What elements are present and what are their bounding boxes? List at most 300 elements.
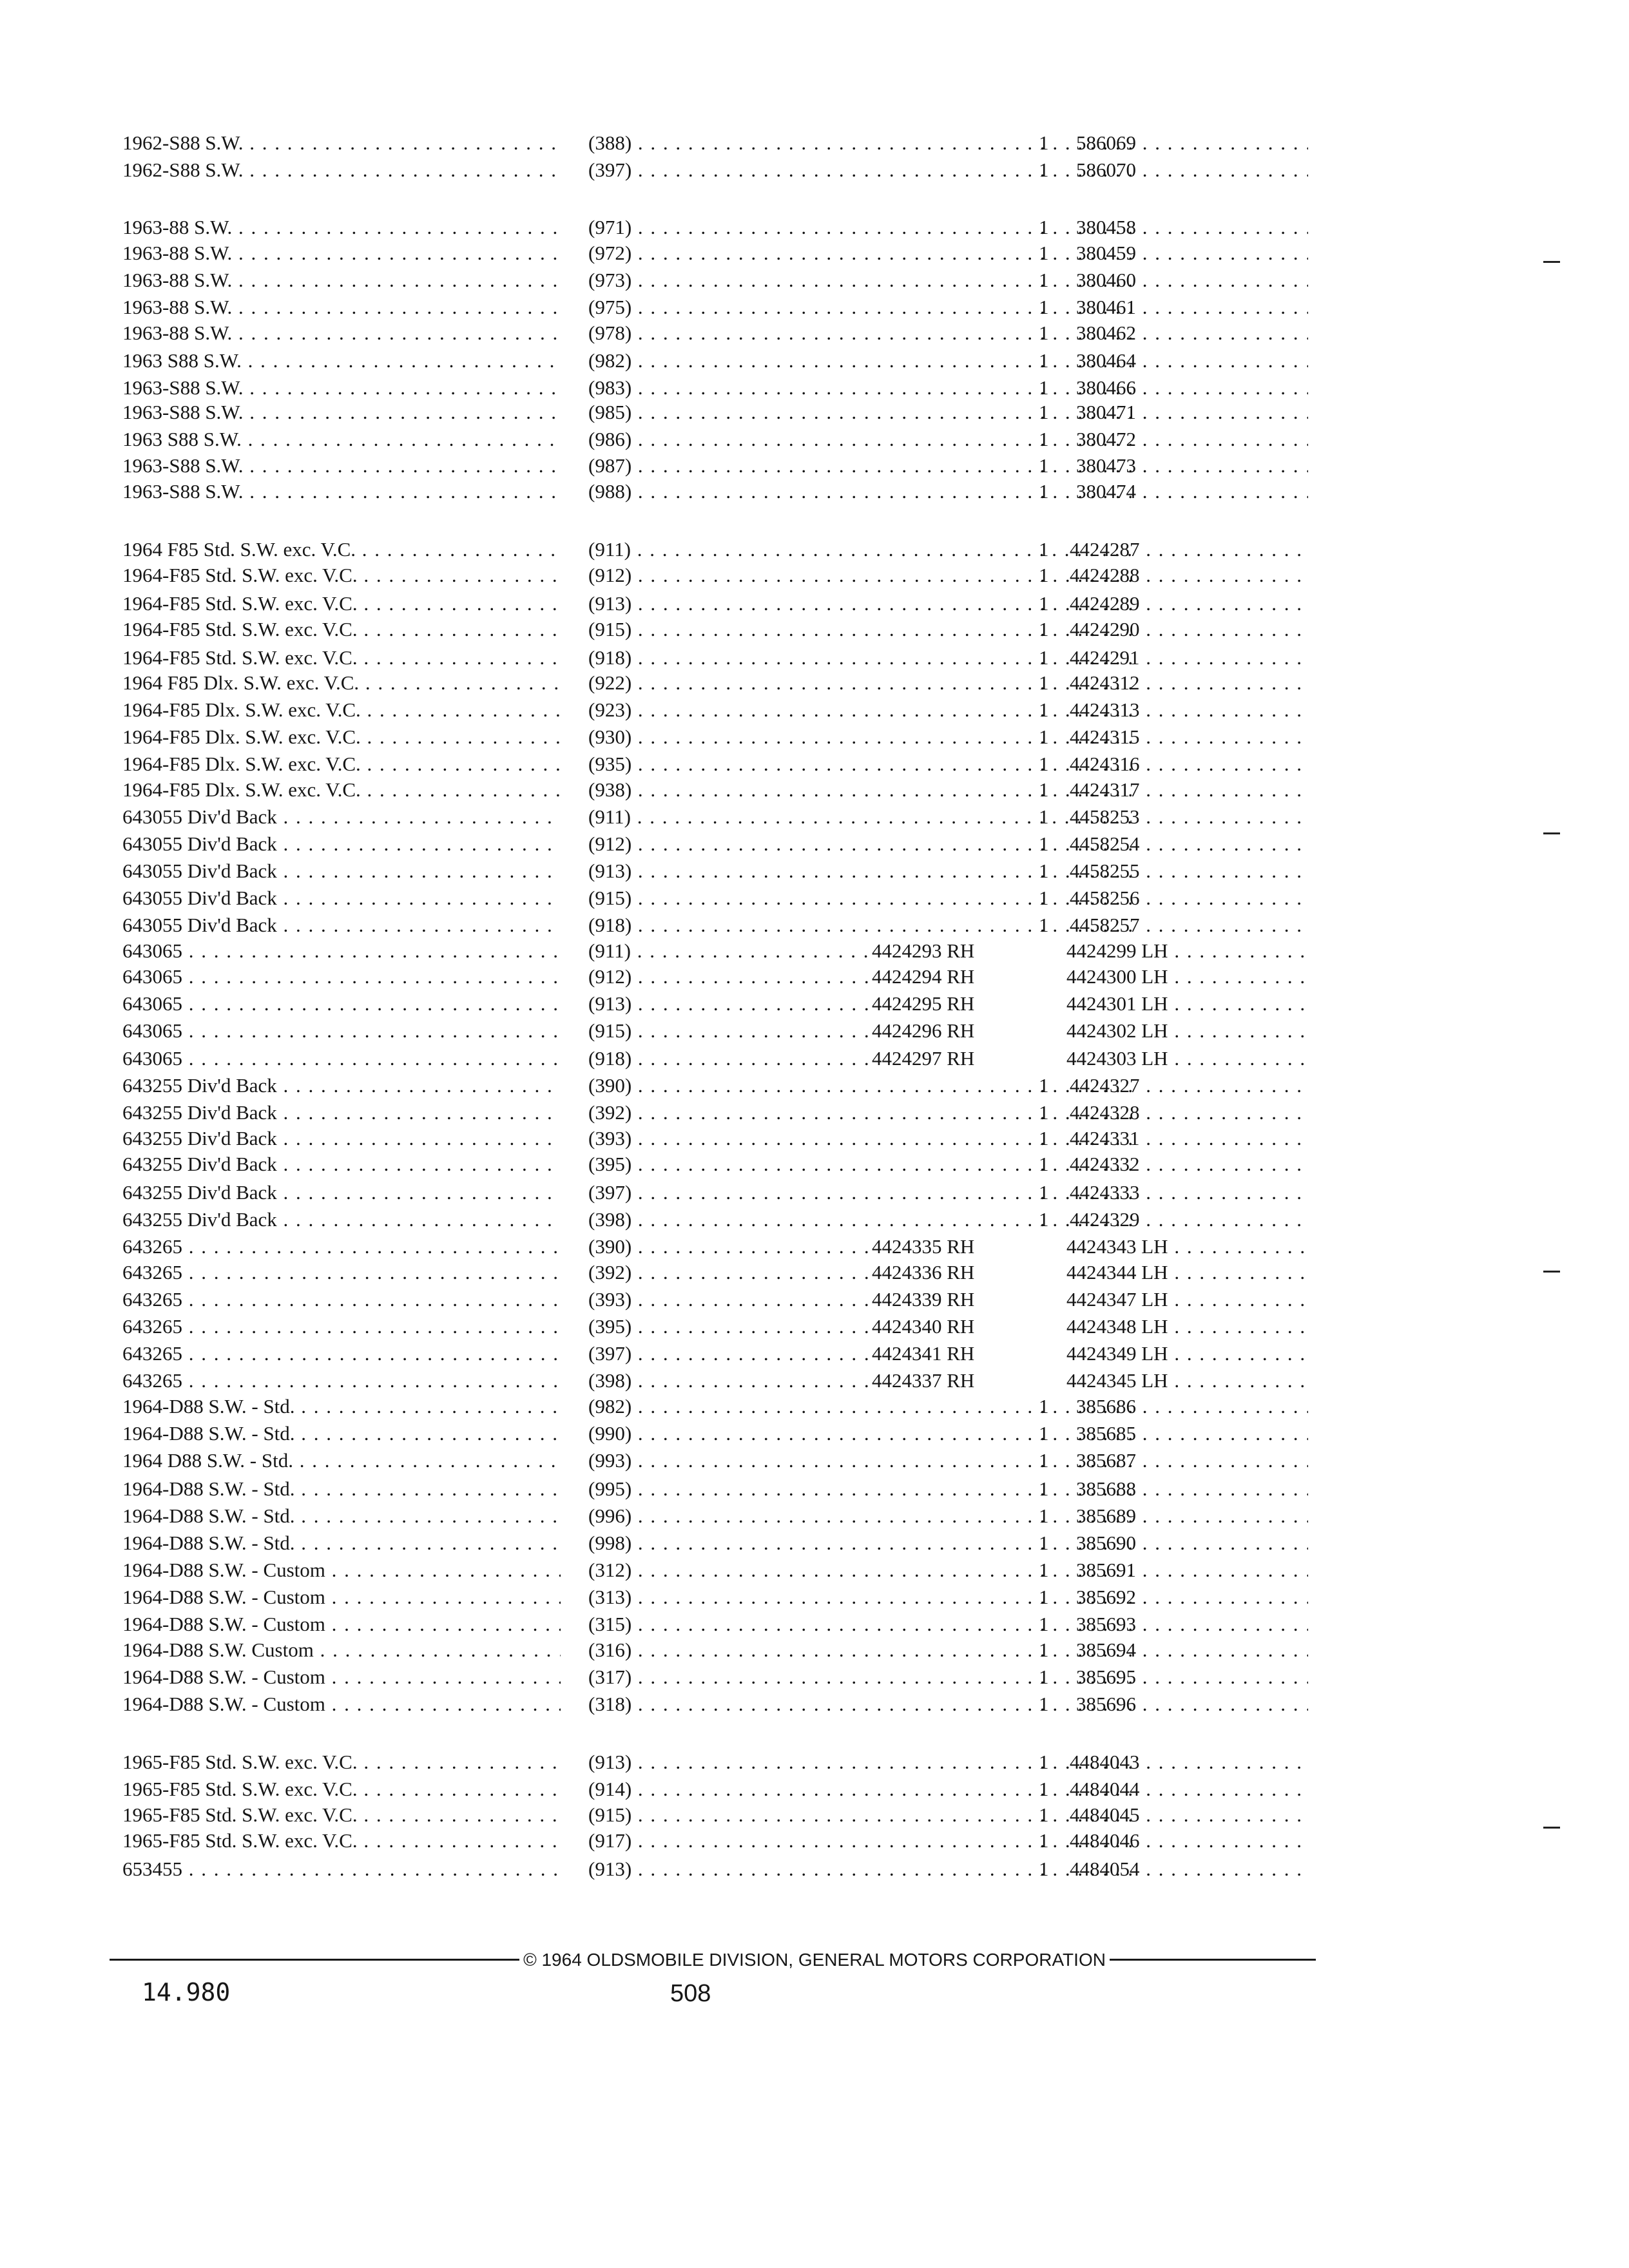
page-number: 508 — [670, 1980, 711, 2007]
quantity-cell: 1 — [1039, 564, 1049, 586]
table-row — [122, 1856, 1315, 1882]
code-cell: (398) . . . — [588, 1368, 872, 1394]
part-number-cell: 4424332 . . . — [1070, 1151, 1308, 1177]
model-cell: 643055 Div'd Back . . . — [122, 804, 561, 830]
code-cell: (913) . . . — [588, 858, 1136, 884]
table-row — [122, 1394, 1315, 1419]
table-row — [122, 1100, 1315, 1126]
rh-part-cell: 4424335 RH — [872, 1235, 975, 1258]
part-number-cell: 380466 . . . — [1076, 375, 1308, 401]
table-row — [122, 1476, 1315, 1502]
part-number-cell: 380459 . . . — [1076, 240, 1308, 266]
code-cell: (390) . . . — [588, 1073, 1136, 1099]
model-cell: 1963-88 S.W. . . . — [122, 294, 561, 320]
table-row — [122, 294, 1315, 320]
quantity-cell: 1 — [1039, 1559, 1049, 1581]
model-cell: 1965-F85 Std. S.W. exc. V.C. . . . — [122, 1776, 561, 1802]
quantity-cell: 1 — [1039, 1449, 1049, 1472]
table-row — [122, 1126, 1315, 1151]
table-row — [122, 1503, 1315, 1529]
table-row — [122, 1046, 1315, 1072]
code-cell: (982) . . . — [588, 348, 1136, 374]
quantity-cell: 1 — [1039, 296, 1049, 318]
quantity-cell: 1 — [1039, 887, 1049, 909]
part-number-cell: 380473 . . . — [1076, 453, 1308, 479]
part-number-cell: 385690 . . . — [1076, 1530, 1308, 1556]
table-row — [122, 1664, 1315, 1690]
model-cell: 1963-88 S.W. . . . — [122, 320, 561, 346]
quantity-cell: 1 — [1039, 832, 1049, 855]
quantity-cell: 1 — [1039, 914, 1049, 936]
code-cell: (922) . . . — [588, 670, 1136, 696]
code-cell: (995) . . . — [588, 1476, 1136, 1502]
model-cell: 1963 S88 S.W. . . . — [122, 348, 561, 374]
model-cell: 1964-D88 S.W. - Custom . . . — [122, 1584, 561, 1610]
part-number-cell: 4484043 . . . — [1070, 1749, 1308, 1775]
quantity-cell: 1 — [1039, 349, 1049, 372]
quantity-cell: 1 — [1039, 778, 1049, 801]
table-row — [122, 938, 1315, 964]
quantity-cell: 1 — [1039, 1504, 1049, 1527]
part-number-cell: 4424303 LH . . . — [1066, 1046, 1308, 1072]
quantity-cell: 1 — [1039, 1693, 1049, 1715]
table-row — [122, 215, 1315, 240]
code-cell: (986) . . . — [588, 427, 1136, 452]
quantity-cell: 1 — [1039, 1208, 1049, 1231]
code-cell: (393) . . . — [588, 1287, 872, 1312]
part-number-cell: 380474 . . . — [1076, 479, 1308, 505]
model-cell: 1964-D88 S.W. - Custom . . . — [122, 1664, 561, 1690]
quantity-cell: 1 — [1039, 1101, 1049, 1124]
table-row — [122, 427, 1315, 452]
part-number-cell: 385685 . . . — [1076, 1421, 1308, 1446]
part-number-cell: 4424327 . . . — [1070, 1073, 1308, 1099]
part-number-cell: 380471 . . . — [1076, 399, 1308, 425]
table-row — [122, 562, 1315, 588]
table-row — [122, 1207, 1315, 1233]
code-cell: (923) . . . — [588, 697, 1136, 723]
code-cell: (993) . . . — [588, 1448, 1136, 1474]
part-number-cell: 586069 . . . — [1076, 130, 1308, 156]
rh-part-cell: 4424293 RH — [872, 939, 975, 962]
code-cell: (930) . . . — [588, 724, 1136, 750]
model-cell: 1964-D88 S.W. - Custom . . . — [122, 1557, 561, 1583]
model-cell: 1965-F85 Std. S.W. exc. V.C. . . . — [122, 1802, 561, 1828]
table-row — [122, 1368, 1315, 1394]
model-cell: 643265 . . . — [122, 1287, 561, 1312]
part-number-cell: 385692 . . . — [1076, 1584, 1308, 1610]
model-cell: 1964-D88 S.W. - Std. . . . — [122, 1530, 561, 1556]
table-row — [122, 991, 1315, 1017]
quantity-cell: 1 — [1039, 269, 1049, 291]
model-cell: 643255 Div'd Back . . . — [122, 1180, 561, 1206]
quantity-cell: 1 — [1039, 1532, 1049, 1554]
model-cell: 643255 Div'd Back . . . — [122, 1126, 561, 1151]
part-number-cell: 4424300 LH . . . — [1066, 964, 1308, 990]
quantity-cell: 1 — [1039, 159, 1049, 181]
table-row — [122, 1180, 1315, 1206]
model-cell: 1963-S88 S.W. . . . — [122, 375, 561, 401]
model-cell: 1963-88 S.W. . . . — [122, 215, 561, 240]
code-cell: (973) . . . — [588, 267, 1136, 293]
table-row — [122, 240, 1315, 266]
model-cell: 1964 F85 Std. S.W. exc. V.C. . . . — [122, 537, 561, 562]
quantity-cell: 1 — [1039, 1639, 1049, 1661]
model-cell: 1964-D88 S.W. - Custom . . . — [122, 1611, 561, 1637]
code-cell: (918) . . . — [588, 645, 1136, 671]
code-cell: (911) . . . — [588, 537, 1136, 562]
part-number-cell: 4424299 LH . . . — [1066, 938, 1308, 964]
quantity-cell: 1 — [1039, 646, 1049, 669]
table-row — [122, 320, 1315, 346]
part-number-cell: 380462 . . . — [1076, 320, 1308, 346]
table-row — [122, 617, 1315, 642]
table-row — [122, 645, 1315, 671]
table-row — [122, 670, 1315, 696]
quantity-cell: 1 — [1039, 1127, 1049, 1149]
code-cell: (915) . . . — [588, 617, 1136, 642]
model-cell: 1965-F85 Std. S.W. exc. V.C. . . . — [122, 1828, 561, 1854]
code-cell: (393) . . . — [588, 1126, 1136, 1151]
quantity-cell: 1 — [1039, 1803, 1049, 1826]
model-cell: 1964-F85 Std. S.W. exc. V.C. . . . — [122, 591, 561, 617]
table-row — [122, 591, 1315, 617]
code-cell: (395) . . . — [588, 1314, 872, 1340]
model-cell: 1964-D88 S.W. Custom . . . — [122, 1637, 561, 1663]
code-cell: (397) . . . — [588, 1180, 1136, 1206]
model-cell: 1963-88 S.W. . . . — [122, 267, 561, 293]
code-cell: (912) . . . — [588, 964, 872, 990]
model-cell: 1964-D88 S.W. - Std. . . . — [122, 1503, 561, 1529]
table-row — [122, 964, 1315, 990]
model-cell: 643065 . . . — [122, 991, 561, 1017]
model-cell: 643265 . . . — [122, 1260, 561, 1285]
part-number-cell: 4458254 . . . — [1070, 831, 1308, 857]
part-number-cell: 380464 . . . — [1076, 348, 1308, 374]
part-number-cell: 4424347 LH . . . — [1066, 1287, 1308, 1312]
table-row — [122, 375, 1315, 401]
table-row — [122, 267, 1315, 293]
code-cell: (915) . . . — [588, 1018, 872, 1044]
rh-part-cell: 4424297 RH — [872, 1047, 975, 1070]
code-cell: (913) . . . — [588, 991, 872, 1017]
model-cell: 643055 Div'd Back . . . — [122, 858, 561, 884]
table-row — [122, 1448, 1315, 1474]
quantity-cell: 1 — [1039, 860, 1049, 882]
margin-mark — [1543, 1271, 1560, 1273]
table-row — [122, 479, 1315, 505]
model-cell: 643265 . . . — [122, 1234, 561, 1260]
code-cell: (913) . . . — [588, 591, 1136, 617]
code-cell: (912) . . . — [588, 562, 1136, 588]
table-row — [122, 1287, 1315, 1312]
quantity-cell: 1 — [1039, 131, 1049, 154]
table-row — [122, 885, 1315, 911]
code-cell: (318) . . . — [588, 1691, 1136, 1717]
code-cell: (390) . . . — [588, 1234, 872, 1260]
quantity-cell: 1 — [1039, 805, 1049, 828]
quantity-cell: 1 — [1039, 401, 1049, 423]
model-cell: 1965-F85 Std. S.W. exc. V.C. . . . — [122, 1749, 561, 1775]
table-row — [122, 1776, 1315, 1802]
part-number-cell: 4458255 . . . — [1070, 858, 1308, 884]
code-cell: (392) . . . — [588, 1260, 872, 1285]
part-number-cell: 380461 . . . — [1076, 294, 1308, 320]
code-cell: (315) . . . — [588, 1611, 1136, 1637]
table-row — [122, 724, 1315, 750]
quantity-cell: 1 — [1039, 618, 1049, 640]
quantity-cell: 1 — [1039, 1477, 1049, 1500]
model-cell: 1963-S88 S.W. . . . — [122, 453, 561, 479]
quantity-cell: 1 — [1039, 1666, 1049, 1688]
table-row — [122, 1828, 1315, 1854]
part-number-cell: 4424302 LH . . . — [1066, 1018, 1308, 1044]
code-cell: (998) . . . — [588, 1530, 1136, 1556]
table-row — [122, 1611, 1315, 1637]
rh-part-cell: 4424294 RH — [872, 965, 975, 988]
part-number-cell: 4484044 . . . — [1070, 1776, 1308, 1802]
table-row — [122, 1691, 1315, 1717]
table-row — [122, 157, 1315, 183]
part-number-cell: 4424290 . . . — [1070, 617, 1308, 642]
model-cell: 1963 S88 S.W. . . . — [122, 427, 561, 452]
model-cell: 1964 D88 S.W. - Std. . . . — [122, 1448, 561, 1474]
quantity-cell: 1 — [1039, 726, 1049, 748]
part-number-cell: 4424315 . . . — [1070, 724, 1308, 750]
part-number-cell: 385691 . . . — [1076, 1557, 1308, 1583]
model-cell: 1964-F85 Std. S.W. exc. V.C. . . . — [122, 562, 561, 588]
part-number-cell: 4458256 . . . — [1070, 885, 1308, 911]
part-number-cell: 4424289 . . . — [1070, 591, 1308, 617]
margin-mark — [1543, 832, 1560, 834]
model-cell: 1964-F85 Dlx. S.W. exc. V.C. . . . — [122, 751, 561, 777]
part-number-cell: 4424329 . . . — [1070, 1207, 1308, 1233]
model-cell: 643255 Div'd Back . . . — [122, 1207, 561, 1233]
model-cell: 1964-D88 S.W. - Std. . . . — [122, 1394, 561, 1419]
part-number-cell: 4424312 . . . — [1070, 670, 1308, 696]
part-number-cell: 385688 . . . — [1076, 1476, 1308, 1502]
table-row — [122, 1584, 1315, 1610]
code-cell: (971) . . . — [588, 215, 1136, 240]
table-row — [122, 130, 1315, 156]
table-row — [122, 777, 1315, 803]
code-cell: (392) . . . — [588, 1100, 1136, 1126]
code-cell: (988) . . . — [588, 479, 1136, 505]
model-cell: 1963-88 S.W. . . . — [122, 240, 561, 266]
model-cell: 643065 . . . — [122, 1018, 561, 1044]
rh-part-cell: 4424296 RH — [872, 1019, 975, 1042]
code-cell: (911) . . . — [588, 804, 1136, 830]
table-row — [122, 1234, 1315, 1260]
table-row — [122, 831, 1315, 857]
quantity-cell: 1 — [1039, 454, 1049, 477]
code-cell: (917) . . . — [588, 1828, 1136, 1854]
table-row — [122, 1421, 1315, 1446]
model-cell: 1963-S88 S.W. . . . — [122, 479, 561, 505]
code-cell: (918) . . . — [588, 912, 1136, 938]
model-cell: 643255 Div'd Back . . . — [122, 1100, 561, 1126]
margin-mark — [1543, 1827, 1560, 1829]
part-number-cell: 586070 . . . — [1076, 157, 1308, 183]
margin-mark — [1543, 261, 1560, 263]
code-cell: (938) . . . — [588, 777, 1136, 803]
quantity-cell: 1 — [1039, 1751, 1049, 1773]
code-cell: (990) . . . — [588, 1421, 1136, 1446]
model-cell: 643255 Div'd Back . . . — [122, 1073, 561, 1099]
table-row — [122, 1802, 1315, 1828]
code-cell: (918) . . . — [588, 1046, 872, 1072]
part-number-cell: 4424287 . . . — [1070, 537, 1308, 562]
model-cell: 643055 Div'd Back . . . — [122, 912, 561, 938]
part-number-cell: 380472 . . . — [1076, 427, 1308, 452]
table-row — [122, 1341, 1315, 1367]
part-number-cell: 4424317 . . . — [1070, 777, 1308, 803]
model-cell: 643255 Div'd Back . . . — [122, 1151, 561, 1177]
code-cell: (978) . . . — [588, 320, 1136, 346]
rh-part-cell: 4424336 RH — [872, 1261, 975, 1283]
table-row — [122, 537, 1315, 562]
model-cell: 643265 . . . — [122, 1368, 561, 1394]
model-cell: 653455 . . . — [122, 1856, 561, 1882]
part-number-cell: 4424301 LH . . . — [1066, 991, 1308, 1017]
part-number-cell: 4424343 LH . . . — [1066, 1234, 1308, 1260]
table-row — [122, 399, 1315, 425]
quantity-cell: 1 — [1039, 592, 1049, 615]
model-cell: 1962-S88 S.W. . . . — [122, 157, 561, 183]
model-cell: 1964-F85 Dlx. S.W. exc. V.C. . . . — [122, 777, 561, 803]
quantity-cell: 1 — [1039, 753, 1049, 775]
part-number-cell: 4424345 LH . . . — [1066, 1368, 1308, 1394]
model-cell: 1964-D88 S.W. - Std. . . . — [122, 1421, 561, 1446]
quantity-cell: 1 — [1039, 698, 1049, 721]
part-number-cell: 4484045 . . . — [1070, 1802, 1308, 1828]
code-cell: (313) . . . — [588, 1584, 1136, 1610]
table-row — [122, 751, 1315, 777]
quantity-cell: 1 — [1039, 216, 1049, 238]
quantity-cell: 1 — [1039, 1395, 1049, 1418]
part-number-cell: 385689 . . . — [1076, 1503, 1308, 1529]
code-cell: (397) . . . — [588, 157, 1136, 183]
model-cell: 643265 . . . — [122, 1341, 561, 1367]
part-number-cell: 4424344 LH . . . — [1066, 1260, 1308, 1285]
part-number-cell: 4424288 . . . — [1070, 562, 1308, 588]
code-cell: (915) . . . — [588, 885, 1136, 911]
quantity-cell: 1 — [1039, 1181, 1049, 1204]
table-row — [122, 453, 1315, 479]
code-cell: (398) . . . — [588, 1207, 1136, 1233]
code-cell: (397) . . . — [588, 1341, 872, 1367]
code-cell: (985) . . . — [588, 399, 1136, 425]
code-cell: (912) . . . — [588, 831, 1136, 857]
part-number-cell: 385686 . . . — [1076, 1394, 1308, 1419]
code-cell: (983) . . . — [588, 375, 1136, 401]
rh-part-cell: 4424339 RH — [872, 1288, 975, 1311]
model-cell: 1964-F85 Std. S.W. exc. V.C. . . . — [122, 645, 561, 671]
code-cell: (388) . . . — [588, 130, 1136, 156]
quantity-cell: 1 — [1039, 428, 1049, 450]
code-cell: (312) . . . — [588, 1557, 1136, 1583]
part-number-cell: 385696 . . . — [1076, 1691, 1308, 1717]
code-cell: (915) . . . — [588, 1802, 1136, 1828]
part-number-cell: 385694 . . . — [1076, 1637, 1308, 1663]
quantity-cell: 1 — [1039, 1858, 1049, 1880]
model-cell: 643065 . . . — [122, 938, 561, 964]
part-number-cell: 4424328 . . . — [1070, 1100, 1308, 1126]
code-cell: (987) . . . — [588, 453, 1136, 479]
rh-part-cell: 4424295 RH — [872, 992, 975, 1015]
part-number-cell: 4424313 . . . — [1070, 697, 1308, 723]
quantity-cell: 1 — [1039, 376, 1049, 399]
footer-copyright: © 1964 OLDSMOBILE DIVISION, GENERAL MOTORS CORPORATION — [0, 1947, 1629, 1973]
part-number-cell: 385695 . . . — [1076, 1664, 1308, 1690]
table-row — [122, 858, 1315, 884]
model-cell: 643055 Div'd Back . . . — [122, 885, 561, 911]
table-row — [122, 804, 1315, 830]
model-cell: 643055 Div'd Back . . . — [122, 831, 561, 857]
quantity-cell: 1 — [1039, 671, 1049, 694]
code-cell: (935) . . . — [588, 751, 1136, 777]
model-cell: 643065 . . . — [122, 1046, 561, 1072]
quantity-cell: 1 — [1039, 1778, 1049, 1800]
code-cell: (975) . . . — [588, 294, 1136, 320]
table-row — [122, 1018, 1315, 1044]
table-row — [122, 697, 1315, 723]
code-cell: (316) . . . — [588, 1637, 1136, 1663]
table-row — [122, 1073, 1315, 1099]
part-number-cell: 385693 . . . — [1076, 1611, 1308, 1637]
model-cell: 1964-F85 Dlx. S.W. exc. V.C. . . . — [122, 697, 561, 723]
code-cell: (317) . . . — [588, 1664, 1136, 1690]
model-cell: 1964-D88 S.W. - Custom . . . — [122, 1691, 561, 1717]
table-row — [122, 1637, 1315, 1663]
table-row — [122, 1314, 1315, 1340]
code-cell: (982) . . . — [588, 1394, 1136, 1419]
part-number-cell: 4424316 . . . — [1070, 751, 1308, 777]
part-number-cell: 4484046 . . . — [1070, 1828, 1308, 1854]
rh-part-cell: 4424341 RH — [872, 1342, 975, 1365]
part-number-cell: 4424348 LH . . . — [1066, 1314, 1308, 1340]
quantity-cell: 1 — [1039, 480, 1049, 503]
quantity-cell: 1 — [1039, 1074, 1049, 1097]
model-cell: 1963-S88 S.W. . . . — [122, 399, 561, 425]
table-row — [122, 1151, 1315, 1177]
quantity-cell: 1 — [1039, 1422, 1049, 1445]
section-number: 14.980 — [142, 1978, 231, 2006]
table-row — [122, 1557, 1315, 1583]
table-row — [122, 912, 1315, 938]
model-cell: 1964-F85 Std. S.W. exc. V.C. . . . — [122, 617, 561, 642]
quantity-cell: 1 — [1039, 322, 1049, 344]
part-number-cell: 4458257 . . . — [1070, 912, 1308, 938]
table-row — [122, 1260, 1315, 1285]
quantity-cell: 1 — [1039, 538, 1049, 561]
part-number-cell: 380458 . . . — [1076, 215, 1308, 240]
part-number-cell: 4458253 . . . — [1070, 804, 1308, 830]
code-cell: (911) . . . — [588, 938, 872, 964]
part-number-cell: 4424331 . . . — [1070, 1126, 1308, 1151]
model-cell: 1964-D88 S.W. - Std. . . . — [122, 1476, 561, 1502]
part-number-cell: 4424291 . . . — [1070, 645, 1308, 671]
table-row — [122, 1530, 1315, 1556]
rh-part-cell: 4424337 RH — [872, 1369, 975, 1392]
model-cell: 643065 . . . — [122, 964, 561, 990]
model-cell: 1964-F85 Dlx. S.W. exc. V.C. . . . — [122, 724, 561, 750]
model-cell: 643265 . . . — [122, 1314, 561, 1340]
part-number-cell: 4484054 . . . — [1070, 1856, 1308, 1882]
part-number-cell: 4424333 . . . — [1070, 1180, 1308, 1206]
code-cell: (395) . . . — [588, 1151, 1136, 1177]
part-number-cell: 385687 . . . — [1076, 1448, 1308, 1474]
